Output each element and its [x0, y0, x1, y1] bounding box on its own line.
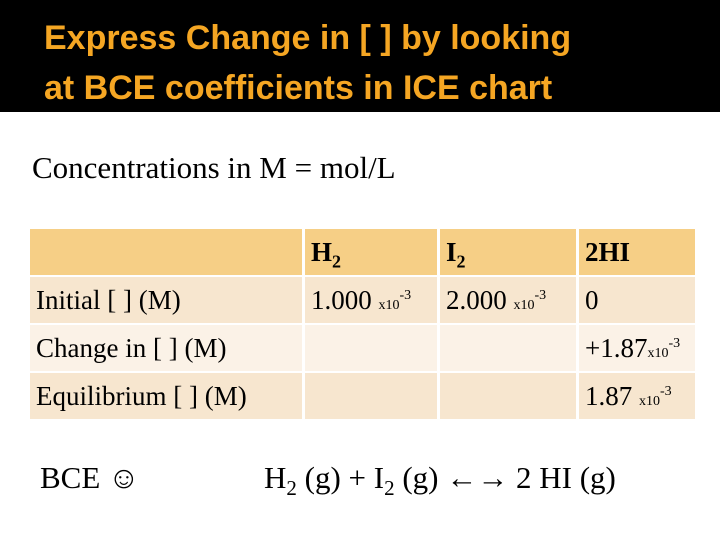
header-i2-symbol: I: [446, 236, 457, 267]
initial-i2-exp: -3: [534, 287, 547, 303]
equilibrium-hi: [579, 373, 695, 419]
equation-product: 2 HI (g): [508, 460, 616, 495]
equilibrium-i2: [440, 373, 576, 419]
equilibrium-arrows-icon: ←→: [446, 460, 509, 495]
equilibrium-h2: [305, 373, 437, 419]
ice-header-row: [30, 229, 695, 275]
initial-h2-sci: x10: [378, 297, 400, 313]
bce-text: BCE: [40, 460, 101, 495]
equilibrium-label: Equilibrium [ ] (M): [30, 373, 302, 419]
units-note: Concentrations in M = mol/L: [32, 150, 396, 185]
header-h2-symbol: H: [311, 236, 333, 267]
initial-i2-value: 2.000: [446, 284, 514, 315]
equation-h: H: [264, 460, 287, 495]
initial-h2-exp: -3: [399, 287, 412, 303]
equilibrium-row: [30, 373, 695, 419]
ice-table: [27, 227, 698, 421]
initial-hi: 0: [579, 277, 695, 323]
change-row: [30, 325, 695, 371]
change-hi-sci: x10: [647, 345, 669, 361]
equation-h-state: (g) + I: [296, 460, 385, 495]
header-blank-cell: [30, 229, 302, 275]
equilibrium-hi-value: 1.87: [585, 380, 639, 411]
header-2hi: 2HI: [579, 229, 695, 275]
change-h2: [305, 325, 437, 371]
initial-row: [30, 277, 695, 323]
equilibrium-hi-sci: x10: [639, 393, 660, 409]
initial-h2-value: 1.000: [311, 284, 379, 315]
header-h2: [305, 229, 437, 275]
initial-i2-sci: x10: [513, 297, 535, 313]
title-bar: [0, 0, 720, 112]
change-hi-value: +1.87: [585, 332, 648, 363]
equation-h-subscript: 2: [286, 476, 297, 501]
balanced-equation: [264, 460, 616, 501]
change-i2: [440, 325, 576, 371]
header-i2: [440, 229, 576, 275]
header-h2-subscript: 2: [332, 250, 342, 271]
slide-title-line-2: at BCE coefficients in ICE chart: [44, 69, 553, 107]
change-label: Change in [ ] (M): [30, 325, 302, 371]
header-i2-subscript: 2: [456, 250, 466, 271]
bce-label: [40, 460, 140, 496]
equation-i-subscript: 2: [384, 476, 395, 501]
initial-i2: [440, 277, 576, 323]
initial-h2: [305, 277, 437, 323]
slide-title-line-1: Express Change in [ ] by looking: [44, 19, 572, 57]
initial-label: Initial [ ] (M): [30, 277, 302, 323]
equation-i-state: (g): [394, 460, 447, 495]
change-hi-exp: -3: [668, 335, 681, 351]
equilibrium-hi-exp: -3: [660, 383, 672, 399]
change-hi: [579, 325, 695, 371]
smiley-icon: ☺: [108, 460, 140, 495]
